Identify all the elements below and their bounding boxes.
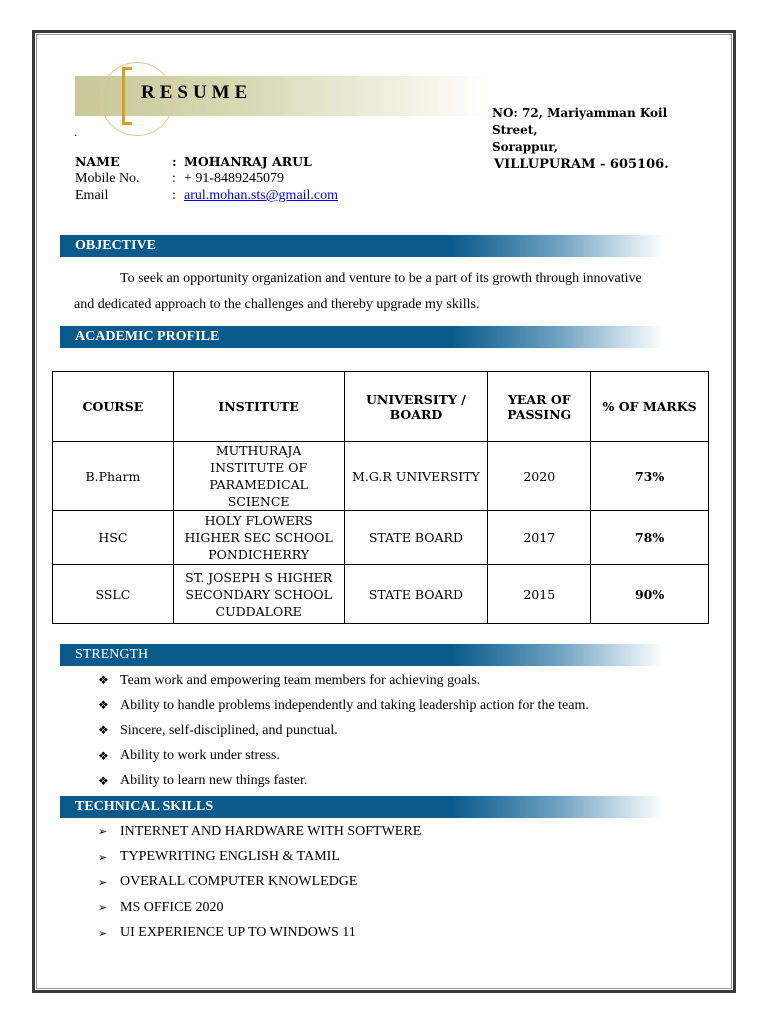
colon: : <box>172 188 176 203</box>
objective-section-bar <box>60 235 664 257</box>
board-cell: M.G.R UNIVERSITY <box>344 442 488 511</box>
stray-dot: . <box>74 124 78 139</box>
strength-section-bar <box>60 644 664 666</box>
objective-paragraph <box>74 266 664 318</box>
address-line: Street, <box>492 123 538 137</box>
column-header: UNIVERSITY / BOARD <box>344 372 488 442</box>
list-item: ➢ UI EXPERIENCE UP TO WINDOWS 11 <box>98 925 356 941</box>
academic-section-bar <box>60 326 664 348</box>
column-header: INSTITUTE <box>173 372 344 442</box>
institute-cell: MUTHURAJA INSTITUTE OF PARAMEDICAL SCIENCE <box>173 442 344 511</box>
strength-heading: STRENGTH <box>75 647 149 662</box>
list-item: ➢ INTERNET AND HARDWARE WITH SOFTWERE <box>98 823 422 839</box>
diamond-bullet-icon: ❖ <box>98 673 109 688</box>
diamond-bullet-icon: ❖ <box>98 773 109 788</box>
address-line: Sorappur, <box>492 140 558 154</box>
arrow-bullet-icon: ➢ <box>98 927 108 940</box>
address-line: NO: 72, Mariyamman Koil <box>492 106 668 120</box>
column-header: % OF MARKS <box>591 372 709 442</box>
institute-cell: ST. JOSEPH S HIGHER SECONDARY SCHOOL CUDDALORE <box>173 565 344 624</box>
board-cell: STATE BOARD <box>344 565 488 624</box>
objective-text: To seek an opportunity organization and venture to be a part of its growth through innovative and dedicated approach to the challenges and thereby upgrade my skills. <box>74 271 642 312</box>
list-item: ➢ MS OFFICE 2020 <box>98 899 224 915</box>
marks-cell: 90% <box>591 565 709 624</box>
mobile-row <box>75 170 338 187</box>
table-header-row <box>53 372 709 442</box>
strength-list <box>98 668 589 794</box>
table-row <box>53 442 709 511</box>
resume-title: RESUME <box>141 82 253 103</box>
mobile-value: + 91-8489245079 <box>184 171 285 186</box>
arrow-bullet-icon: ➢ <box>98 826 108 839</box>
arrow-bullet-icon: ➢ <box>98 902 108 915</box>
email-link[interactable]: arul.mohan.sts@gmail.com <box>184 188 339 203</box>
year-cell: 2017 <box>488 511 591 565</box>
list-item: ❖ Ability to handle problems independently and taking leadership action for the team. <box>98 697 589 713</box>
address-line: VILLUPURAM - 605106. <box>494 157 669 172</box>
column-header: COURSE <box>53 372 174 442</box>
course-cell: B.Pharm <box>53 442 174 511</box>
arrow-bullet-icon: ➢ <box>98 851 108 864</box>
column-header: YEAR OF PASSING <box>488 372 591 442</box>
address-block <box>492 105 669 173</box>
mobile-label: Mobile No. <box>75 171 140 186</box>
institute-cell: HOLY FLOWERS HIGHER SEC SCHOOL PONDICHERRY <box>173 511 344 565</box>
bracket-icon <box>122 67 132 125</box>
list-item: ❖ Ability to learn new things faster. <box>98 773 308 789</box>
marks-cell: 73% <box>591 442 709 511</box>
colon: : <box>172 154 177 169</box>
arrow-bullet-icon: ➢ <box>98 876 108 889</box>
technical-list <box>98 819 421 946</box>
technical-section-bar <box>60 796 664 818</box>
course-cell: SSLC <box>53 565 174 624</box>
name-label: NAME <box>75 154 120 169</box>
year-cell: 2020 <box>488 442 591 511</box>
year-cell: 2015 <box>488 565 591 624</box>
course-cell: HSC <box>53 511 174 565</box>
academic-table <box>52 371 709 624</box>
diamond-bullet-icon: ❖ <box>98 723 109 738</box>
email-label: Email <box>75 188 109 203</box>
table-row <box>53 565 709 624</box>
list-item: ❖ Team work and empowering team members for achieving goals. <box>98 672 481 688</box>
colon: : <box>172 171 176 186</box>
email-row <box>75 187 338 204</box>
list-item: ➢ OVERALL COMPUTER KNOWLEDGE <box>98 874 358 890</box>
objective-heading: OBJECTIVE <box>75 238 156 253</box>
diamond-bullet-icon: ❖ <box>98 748 109 763</box>
academic-heading: ACADEMIC PROFILE <box>75 329 220 344</box>
table-row <box>53 511 709 565</box>
list-item: ➢ TYPEWRITING ENGLISH & TAMIL <box>98 849 340 865</box>
marks-cell: 78% <box>591 511 709 565</box>
list-item: ❖ Ability to work under stress. <box>98 748 280 764</box>
list-item: ❖ Sincere, self-disciplined, and punctual. <box>98 722 338 738</box>
board-cell: STATE BOARD <box>344 511 488 565</box>
name-value: MOHANRAJ ARUL <box>184 154 312 169</box>
name-row <box>75 153 338 170</box>
contact-block <box>75 153 338 204</box>
diamond-bullet-icon: ❖ <box>98 698 109 713</box>
technical-heading: TECHNICAL SKILLS <box>75 799 214 814</box>
